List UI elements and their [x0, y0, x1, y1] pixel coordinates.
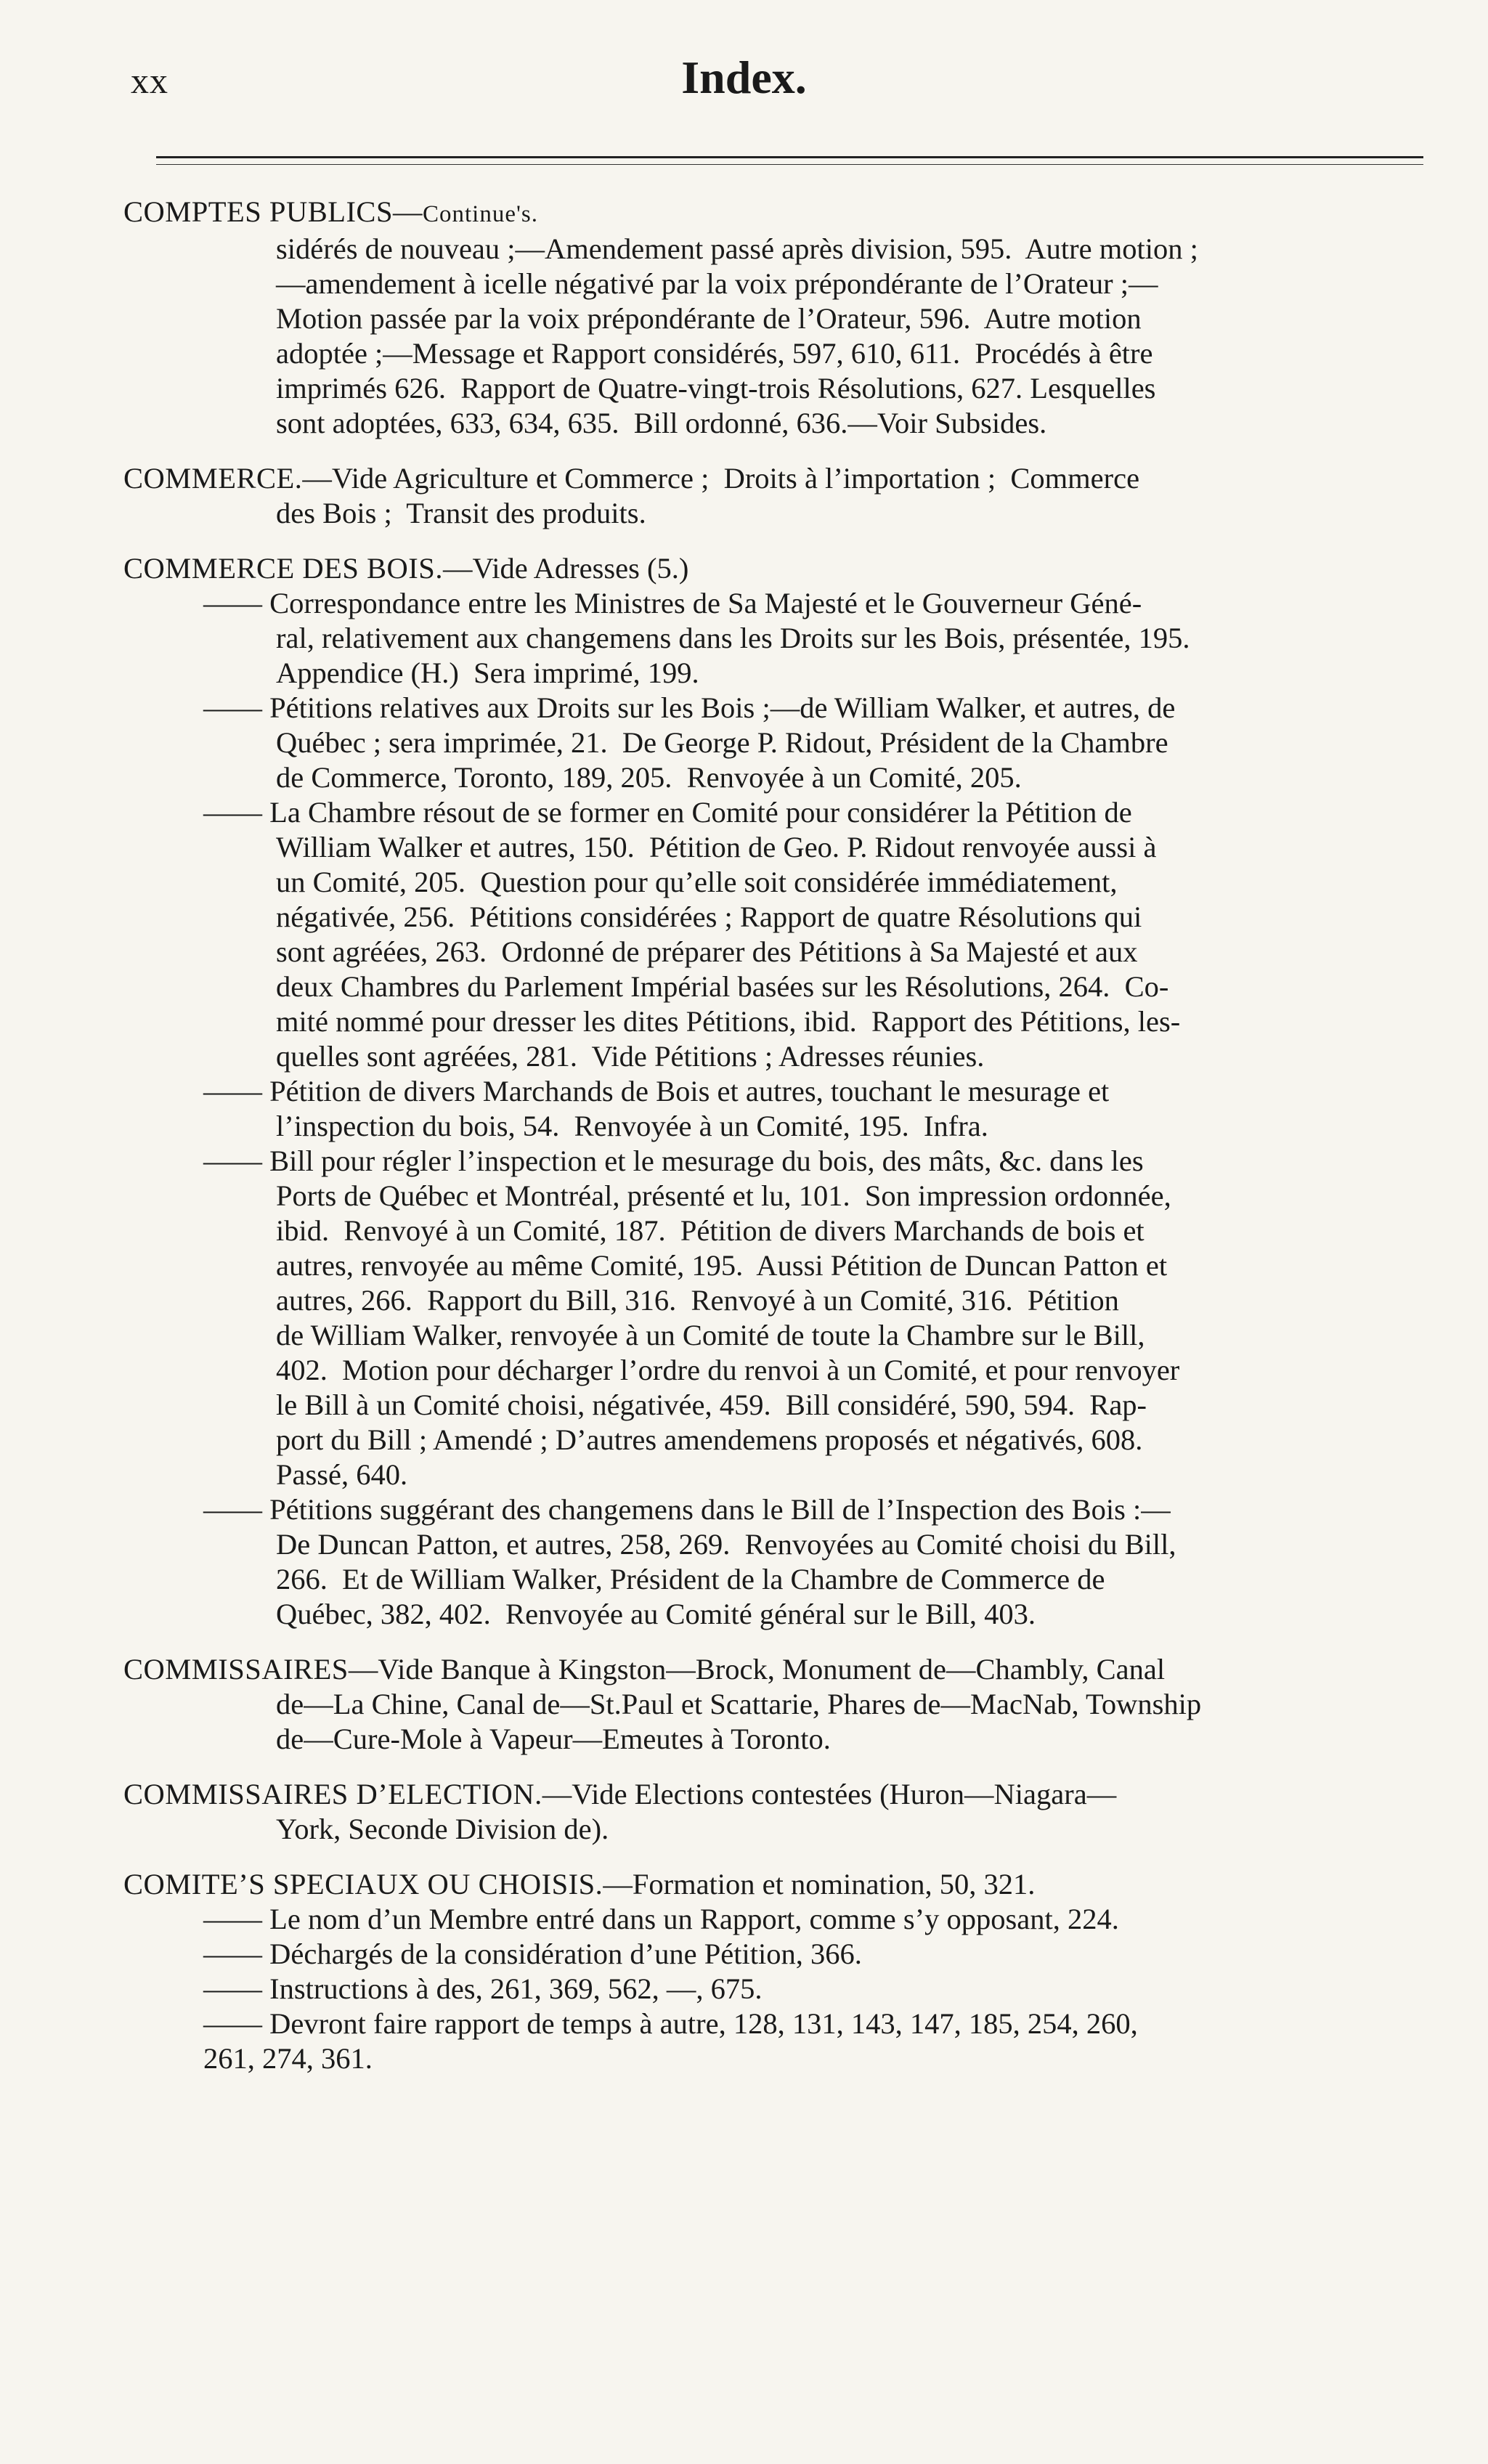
sub-entry-line: —— Instructions à des, 261, 369, 562, —, 675. [203, 1972, 763, 2005]
entry-heading: COMITE’S SPECIAUX OU CHOISIS. [123, 1868, 603, 1900]
sub-entry-line: autres, renvoyée au même Comité, 195. Aussi Pétition de Duncan Patton et [276, 1249, 1168, 1282]
sub-entry-line: —— Devront faire rapport de temps à autre, 128, 131, 143, 147, 185, 254, 260, [203, 2007, 1138, 2040]
index-entry [123, 461, 1423, 531]
entry-heading-suffix: Continue's. [422, 201, 539, 227]
entry-heading-line [123, 1867, 1423, 1902]
entry-line: —amendement à icelle négativé par la voix prépondérante de l’Orateur ;— [276, 267, 1158, 300]
sub-entry [123, 1902, 1423, 1937]
sub-entry [123, 795, 1423, 1074]
sub-entry-line: 261, 274, 361. [203, 2042, 373, 2075]
entry-heading: COMMISSAIRES D’ELECTION. [123, 1778, 542, 1810]
sub-entry-line: —— Pétitions relatives aux Droits sur les Bois ;—de William Walker, et autres, de [203, 691, 1176, 724]
sub-entry [123, 1972, 1423, 2006]
sub-entry-line: De Duncan Patton, et autres, 258, 269. Renvoyées au Comité choisi du Bill, [276, 1528, 1176, 1561]
header-rule-thin [156, 164, 1423, 165]
entry-heading: COMMERCE DES BOIS. [123, 552, 443, 585]
sub-entry-line: de Commerce, Toronto, 189, 205. Renvoyée à un Comité, 205. [276, 761, 1022, 794]
sub-entry-line: —— Déchargés de la considération d’une Pétition, 366. [203, 1938, 862, 1970]
sub-entry-line: ibid. Renvoyé à un Comité, 187. Pétition de divers Marchands de bois et [276, 1214, 1145, 1247]
index-content [123, 195, 1423, 2097]
header-rule [156, 156, 1423, 158]
sub-entry [123, 1937, 1423, 1972]
sub-entry-line: quelles sont agréées, 281. Vide Pétitions ; Adresses réunies. [276, 1040, 985, 1073]
sub-entry [123, 691, 1423, 795]
entry-line: des Bois ; Transit des produits. [276, 497, 646, 529]
sub-entry-line: un Comité, 205. Question pour qu’elle soit considérée immédiatement, [276, 866, 1118, 898]
entry-line: imprimés 626. Rapport de Quatre-vingt-trois Résolutions, 627. Lesquelles [276, 372, 1156, 404]
page-title: Index. [681, 52, 807, 103]
entry-heading: COMMISSAIRES [123, 1653, 349, 1686]
sub-entry-line: 266. Et de William Walker, Président de la Chambre de Commerce de [276, 1563, 1105, 1595]
sub-entry-line: le Bill à un Comité choisi, négativée, 459. Bill considéré, 590, 594. Rap- [276, 1388, 1147, 1421]
sub-entry-line: —— Correspondance entre les Ministres de Sa Majesté et le Gouverneur Géné- [203, 587, 1142, 619]
sub-entry-line: —— Le nom d’un Membre entré dans un Rapport, comme s’y opposant, 224. [203, 1903, 1119, 1935]
entry-line: sont adoptées, 633, 634, 635. Bill ordonné, 636.—Voir Subsides. [276, 407, 1047, 439]
page-header [0, 44, 1488, 116]
entry-heading: COMMERCE. [123, 462, 303, 495]
sub-entry-line: mité nommé pour dresser les dites Pétitions, ibid. Rapport des Pétitions, les- [276, 1005, 1181, 1038]
page-number: xx [131, 60, 168, 101]
entry-heading-line [123, 1777, 1423, 1812]
index-entry [123, 195, 1423, 441]
entry-line: York, Seconde Division de). [276, 1813, 609, 1845]
sub-entry-line: 402. Motion pour décharger l’ordre du renvoi à un Comité, et pour renvoyer [276, 1354, 1180, 1386]
index-entry [123, 1867, 1423, 2076]
index-entry [123, 1652, 1423, 1757]
sub-entry-line: —— Bill pour régler l’inspection et le mesurage du bois, des mâts, &c. dans les [203, 1144, 1144, 1177]
sub-entry-line: —— La Chambre résout de se former en Comité pour considérer la Pétition de [203, 796, 1132, 829]
sub-entry-line: —— Pétitions suggérant des changemens dans le Bill de l’Inspection des Bois :— [203, 1493, 1171, 1526]
entry-heading-line [123, 461, 1423, 496]
sub-entry-line: autres, 266. Rapport du Bill, 316. Renvoyé à un Comité, 316. Pétition [276, 1284, 1119, 1317]
sub-entry-line: Appendice (H.) Sera imprimé, 199. [276, 656, 699, 689]
entry-line: adoptée ;—Message et Rapport considérés, 597, 610, 611. Procédés à être [276, 337, 1153, 370]
sub-entry-line: William Walker et autres, 150. Pétition de Geo. P. Ridout renvoyée aussi à [276, 831, 1157, 863]
entry-line: sidérés de nouveau ;—Amendement passé après division, 595. Autre motion ; [276, 232, 1198, 265]
sub-entry-line: —— Pétition de divers Marchands de Bois et autres, touchant le mesurage et [203, 1075, 1110, 1107]
entry-first-line: —Formation et nomination, 50, 321. [603, 1868, 1036, 1900]
sub-entry-line: négativée, 256. Pétitions considérées ; Rapport de quatre Résolutions qui [276, 900, 1142, 933]
entry-first-line: —Vide Agriculture et Commerce ; Droits à l’importation ; Commerce [302, 462, 1140, 495]
sub-entry-line: Québec, 382, 402. Renvoyée au Comité général sur le Bill, 403. [276, 1598, 1036, 1630]
entry-first-line: —Vide Adresses (5.) [442, 552, 689, 585]
sub-entry [123, 586, 1423, 691]
sub-entry [123, 1492, 1423, 1632]
sub-entry-line: l’inspection du bois, 54. Renvoyée à un Comité, 195. Infra. [276, 1110, 988, 1142]
sub-entry [123, 1074, 1423, 1144]
entry-heading-line [123, 551, 1423, 586]
index-entry [123, 1777, 1423, 1847]
entry-first-line: —Vide Elections contestées (Huron—Niagara— [542, 1778, 1117, 1810]
sub-entry-line: deux Chambres du Parlement Impérial basées sur les Résolutions, 264. Co- [276, 970, 1169, 1003]
entry-line: de—Cure-Mole à Vapeur—Emeutes à Toronto. [276, 1723, 831, 1755]
sub-entry-line: port du Bill ; Amendé ; D’autres amendemens proposés et négativés, 608. [276, 1423, 1143, 1456]
sub-entry [123, 1144, 1423, 1492]
entry-heading-line [123, 195, 1423, 232]
index-entry [123, 551, 1423, 1632]
sub-entry-line: ral, relativement aux changemens dans les Droits sur les Bois, présentée, 195. [276, 622, 1190, 654]
sub-entry-line: sont agréées, 263. Ordonné de préparer des Pétitions à Sa Majesté et aux [276, 935, 1138, 968]
sub-entry-line: Passé, 640. [276, 1458, 408, 1491]
entry-heading: COMPTES PUBLICS— [123, 195, 423, 228]
sub-entry-line: de William Walker, renvoyée à un Comité de toute la Chambre sur le Bill, [276, 1319, 1145, 1351]
sub-entry-line: Ports de Québec et Montréal, présenté et lu, 101. Son impression ordonnée, [276, 1179, 1171, 1212]
entry-first-line: —Vide Banque à Kingston—Brock, Monument de—Chambly, Canal [348, 1653, 1166, 1686]
entry-line: de—La Chine, Canal de—St.Paul et Scattarie, Phares de—MacNab, Township [276, 1688, 1202, 1720]
entry-line: Motion passée par la voix prépondérante de l’Orateur, 596. Autre motion [276, 302, 1142, 335]
entry-heading-line [123, 1652, 1423, 1687]
sub-entry-line: Québec ; sera imprimée, 21. De George P. Ridout, Président de la Chambre [276, 726, 1168, 759]
sub-entry [123, 2006, 1423, 2076]
